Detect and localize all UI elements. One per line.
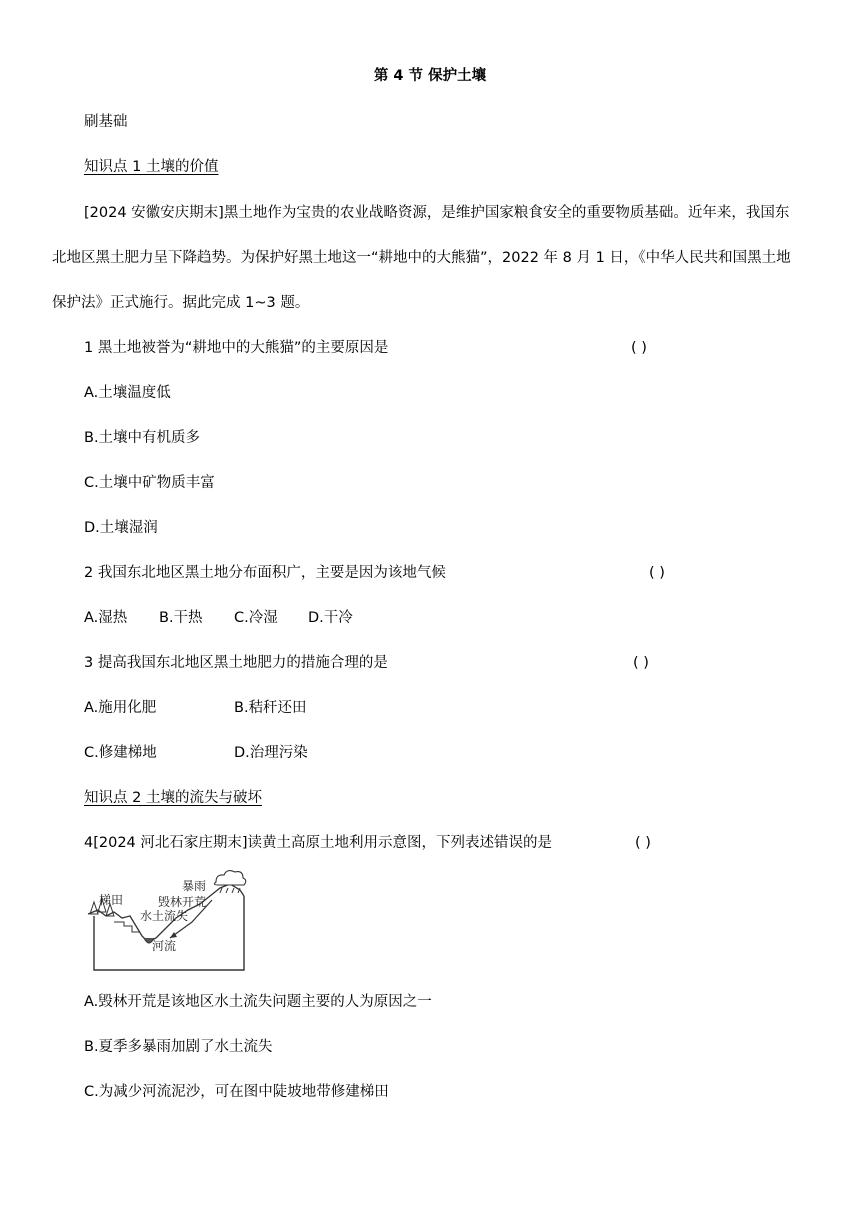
question-3-stem: 3 提高我国东北地区黑土地肥力的措施合理的是 bbox=[84, 655, 388, 671]
rain-cloud-icon bbox=[214, 871, 245, 885]
label-deforestation: 毁林开荒 bbox=[158, 895, 207, 909]
section-label: 刷基础 bbox=[84, 114, 128, 130]
question-1-option-c: C.土壤中矿物质丰富 bbox=[84, 475, 215, 491]
label-rainstorm: 暴雨 bbox=[182, 879, 207, 893]
question-2-option-a: A.湿热 bbox=[84, 610, 128, 626]
question-1-option-b: B.土壤中有机质多 bbox=[84, 430, 201, 446]
question-1-option-a: A.土壤温度低 bbox=[84, 385, 171, 401]
question-3-answer-blank: ( ) bbox=[633, 655, 649, 671]
question-1-option-d: D.土壤湿润 bbox=[84, 520, 158, 536]
intro-line-3: 保护法》正式施行。据此完成 1~3 题。 bbox=[52, 295, 310, 311]
knowledge-point-2-heading: 知识点 2 土壤的流失与破坏 bbox=[84, 790, 262, 806]
question-3-option-a: A.施用化肥 bbox=[84, 700, 157, 716]
question-4-stem: 4[2024 河北石家庄期末]读黄土高原土地利用示意图，下列表述错误的是 bbox=[84, 835, 553, 851]
label-river: 河流 bbox=[152, 939, 177, 953]
question-4-option-c: C.为减少河流泥沙，可在图中陡坡地带修建梯田 bbox=[84, 1084, 389, 1100]
question-3-option-b: B.秸秆还田 bbox=[234, 700, 307, 716]
label-terraces: 梯田 bbox=[99, 893, 124, 907]
page-title: 第 4 节 保护土壤 bbox=[373, 68, 487, 84]
question-2-answer-blank: ( ) bbox=[649, 565, 665, 581]
question-2-option-c: C.冷湿 bbox=[234, 610, 278, 626]
intro-line-2: 北地区黑土肥力呈下降趋势。为保护好黑土地这一“耕地中的大熊猫”，2022 年 8 月 1 日，《中华人民共和国黑土地 bbox=[52, 250, 791, 266]
question-2-option-b: B.干热 bbox=[159, 610, 203, 626]
question-4-answer-blank: ( ) bbox=[635, 835, 651, 851]
label-erosion: 水土流失 bbox=[140, 909, 189, 923]
loess-plateau-land-use-diagram bbox=[84, 866, 254, 974]
question-1-stem: 1 黑土地被誉为“耕地中的大熊猫”的主要原因是 bbox=[84, 340, 389, 356]
erosion-arrow-head bbox=[170, 932, 177, 938]
intro-line-1: [2024 安徽安庆期末]黑土地作为宝贵的农业战略资源，是维护国家粮食安全的重要物质基础。近年来，我国东 bbox=[84, 205, 790, 221]
question-4-option-b: B.夏季多暴雨加剧了水土流失 bbox=[84, 1039, 273, 1055]
question-3-option-c: C.修建梯地 bbox=[84, 745, 157, 761]
question-2-stem: 2 我国东北地区黑土地分布面积广，主要是因为该地气候 bbox=[84, 565, 446, 581]
question-2-option-d: D.干冷 bbox=[308, 610, 353, 626]
question-3-option-d: D.治理污染 bbox=[234, 745, 308, 761]
knowledge-point-1-heading: 知识点 1 土壤的价值 bbox=[84, 159, 219, 175]
question-4-option-a: A.毁林开荒是该地区水土流失问题主要的人为原因之一 bbox=[84, 994, 432, 1010]
question-1-answer-blank: ( ) bbox=[631, 340, 647, 356]
